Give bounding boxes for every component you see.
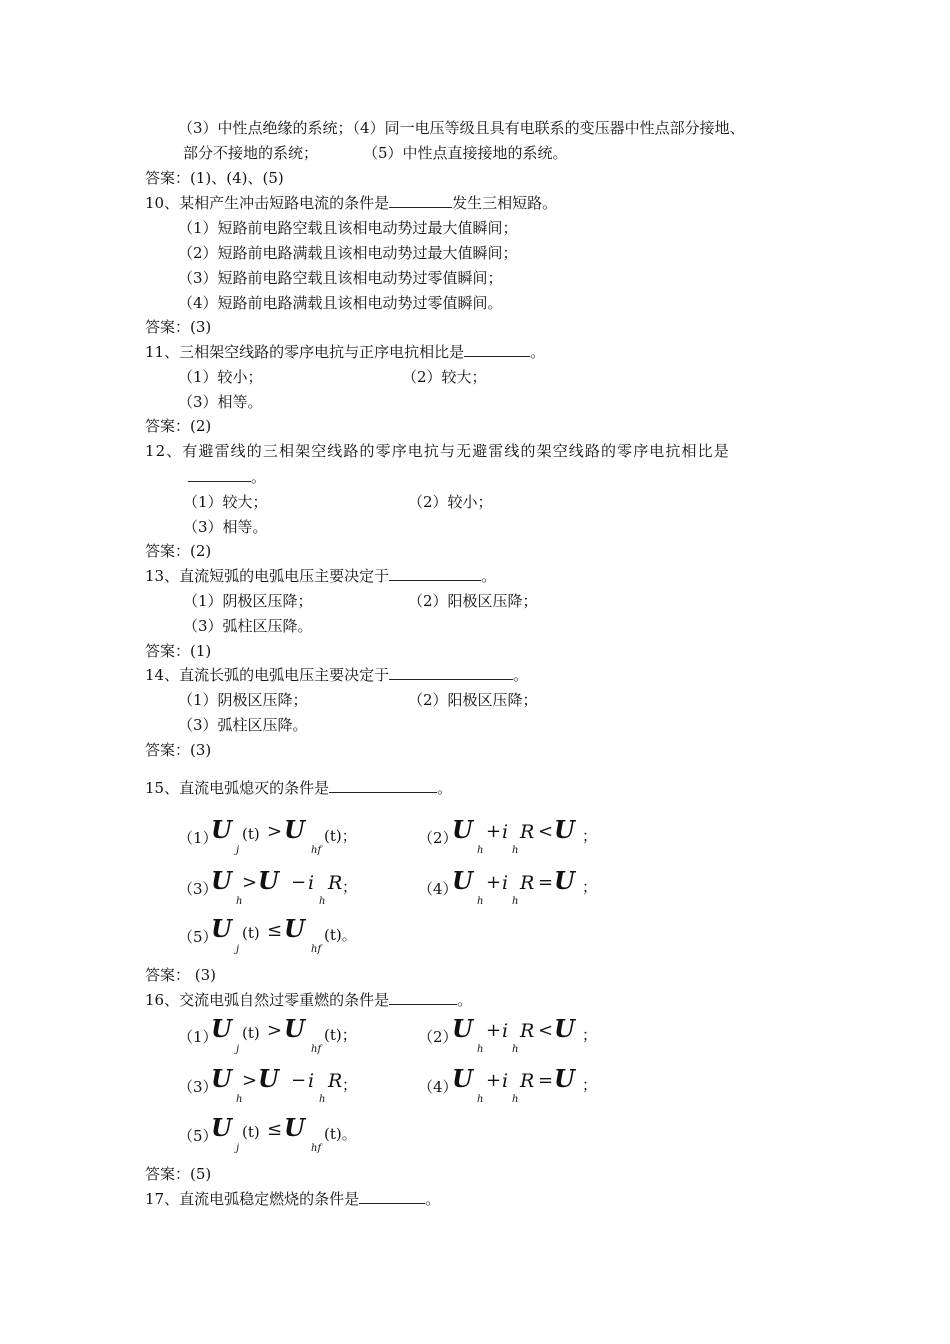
q16-formula-4 (418, 1064, 618, 1108)
formula-sub-h: h (512, 896, 519, 907)
formula-t: (t)； (324, 1026, 357, 1044)
q9-answer: 答案：(1)、(4)、(5) (145, 169, 284, 187)
formula-U: U (554, 815, 575, 844)
q17-stem (145, 1188, 440, 1210)
formula-i: i (502, 1070, 509, 1092)
q14-blank (389, 664, 513, 680)
formula-sub-hf: hf (311, 1044, 322, 1055)
formula-plus: + (486, 872, 502, 893)
q15-formula-5 (178, 914, 398, 958)
q10-option-3: （3）短路前电路空载且该相电动势过零值瞬间； (178, 269, 503, 287)
q10-stem-text: 10、某相产生冲击短路电流的条件是 (145, 194, 390, 212)
formula-semi: ； (582, 878, 598, 896)
formula-num: （2） (418, 829, 458, 847)
q14-answer: 答案：(3) (145, 741, 212, 759)
formula-U: U (452, 815, 473, 844)
formula-sub-h: h (512, 1094, 519, 1105)
q15-answer: 答案： (3) (145, 966, 217, 984)
formula-U: U (211, 1113, 232, 1142)
formula-U: U (452, 866, 473, 895)
q13-stem (145, 565, 496, 587)
formula-semi: ； (582, 1026, 598, 1044)
q17-stem-end: 。 (425, 1190, 441, 1208)
formula-i: i (502, 1020, 509, 1042)
formula-sub-h: h (319, 896, 326, 907)
formula-i: i (308, 1070, 315, 1092)
q12-blank (188, 466, 251, 482)
formula-sub-j: j (236, 944, 240, 955)
q14-stem (145, 664, 528, 686)
formula-sub-h: h (477, 896, 484, 907)
formula-num: （2） (418, 1028, 458, 1046)
formula-t: (t) (242, 825, 260, 843)
formula-sub-h: h (236, 896, 243, 907)
q12-option-3: （3）相等。 (183, 518, 268, 536)
q17-stem-text: 17、直流电弧稳定燃烧的条件是 (145, 1190, 360, 1208)
q10-option-1: （1）短路前电路空载且该相电动势过最大值瞬间； (178, 219, 518, 237)
q12-option-2: （2）较小； (408, 493, 493, 511)
formula-sub-hf: hf (311, 1143, 322, 1154)
formula-num: （5） (178, 928, 218, 946)
formula-U: U (258, 866, 279, 895)
q9-option-5: （5）中性点直接接地的系统。 (363, 144, 568, 162)
q12-answer: 答案：(2) (145, 542, 212, 560)
q16-blank (389, 989, 457, 1005)
formula-R: R (520, 872, 535, 894)
formula-U: U (452, 1014, 473, 1043)
q10-stem (145, 192, 557, 214)
q13-option-3: （3）弧柱区压降。 (183, 617, 313, 635)
q14-stem-text: 14、直流长弧的电弧电压主要决定于 (145, 666, 390, 684)
formula-sub-h: h (319, 1094, 326, 1105)
formula-i: i (502, 821, 509, 843)
q10-option-2: （2）短路前电路满载且该相电动势过最大值瞬间； (178, 244, 518, 262)
formula-num: （3） (178, 880, 218, 898)
formula-t: (t) (242, 924, 260, 942)
q15-blank (329, 777, 437, 793)
q16-answer: 答案：(5) (145, 1165, 212, 1183)
formula-R: R (328, 1070, 343, 1092)
formula-eq: = (538, 1070, 554, 1091)
formula-U: U (284, 1113, 305, 1142)
formula-sub-h: h (236, 1094, 243, 1105)
formula-minus: − (291, 872, 307, 893)
formula-U: U (554, 866, 575, 895)
formula-le: ≤ (267, 1119, 283, 1140)
q16-stem (145, 989, 472, 1011)
q9-options-3-4: （3）中性点绝缘的系统；（4）同一电压等级且具有电联系的变压器中性点部分接地、 (178, 119, 745, 137)
q10-option-4: （4）短路前电路满载且该相电动势过零值瞬间。 (178, 294, 503, 312)
q15-formula-1 (178, 815, 398, 859)
formula-t: (t) (242, 1123, 260, 1141)
q11-stem-end: 。 (530, 343, 546, 361)
formula-sub-h: h (512, 1044, 519, 1055)
formula-t: (t)； (324, 827, 357, 845)
formula-t: (t)。 (324, 926, 357, 944)
formula-plus: + (486, 1070, 502, 1091)
formula-sub-h: h (512, 845, 519, 856)
formula-U: U (284, 815, 305, 844)
formula-R: R (328, 872, 343, 894)
q11-option-3: （3）相等。 (178, 393, 263, 411)
formula-sub-hf: hf (311, 845, 322, 856)
formula-t: (t)。 (324, 1125, 357, 1143)
q13-stem-end: 。 (481, 567, 497, 585)
formula-U: U (554, 1064, 575, 1093)
q15-stem-text: 15、直流电弧熄灭的条件是 (145, 779, 330, 797)
q15-formula-3 (178, 866, 398, 910)
formula-num: （5） (178, 1127, 218, 1145)
q13-answer: 答案：(1) (145, 642, 212, 660)
formula-U: U (211, 914, 232, 943)
q14-option-3: （3）弧柱区压降。 (178, 716, 308, 734)
formula-lt: < (538, 1020, 554, 1041)
q14-option-1: （1）阴极区压降； (178, 691, 308, 709)
q11-stem-text: 11、三相架空线路的零序电抗与正序电抗相比是 (145, 343, 465, 361)
formula-sub-j: j (236, 1044, 240, 1055)
q14-stem-end: 。 (513, 666, 529, 684)
q17-blank (359, 1188, 425, 1204)
q16-formula-2 (418, 1014, 618, 1058)
q9-option-4-cont: 部分不接地的系统； (183, 144, 319, 162)
q16-formula-5 (178, 1113, 398, 1157)
formula-U: U (211, 866, 232, 895)
formula-U: U (284, 914, 305, 943)
formula-U: U (258, 1064, 279, 1093)
formula-plus: + (486, 821, 502, 842)
q10-blank (389, 192, 452, 208)
q15-stem-end: 。 (437, 779, 453, 797)
formula-i: i (502, 872, 509, 894)
q15-formula-4 (418, 866, 618, 910)
q11-blank (464, 341, 530, 357)
formula-gt: > (267, 821, 283, 842)
q16-stem-text: 16、交流电弧自然过零重燃的条件是 (145, 991, 390, 1009)
formula-U: U (211, 815, 232, 844)
q10-stem-end: 发生三相短路。 (452, 194, 558, 212)
formula-R: R (520, 1020, 535, 1042)
formula-semi: ； (582, 1076, 598, 1094)
formula-semi: ； (342, 1076, 358, 1094)
formula-semi: ； (342, 878, 358, 896)
formula-sub-j: j (236, 845, 240, 856)
formula-sub-hf: hf (311, 944, 322, 955)
q13-stem-text: 13、直流短弧的电弧电压主要决定于 (145, 567, 390, 585)
formula-num: （4） (418, 1078, 458, 1096)
q16-formula-3 (178, 1064, 398, 1108)
formula-U: U (211, 1064, 232, 1093)
formula-t: (t) (242, 1024, 260, 1042)
formula-num: （1） (178, 829, 218, 847)
q12-stem-cont (188, 466, 266, 488)
formula-semi: ； (582, 827, 598, 845)
formula-R: R (520, 821, 535, 843)
q16-formula-1 (178, 1014, 398, 1058)
formula-eq: = (538, 872, 554, 893)
formula-sub-h: h (477, 1044, 484, 1055)
formula-minus: − (291, 1070, 307, 1091)
formula-U: U (554, 1014, 575, 1043)
formula-R: R (520, 1070, 535, 1092)
q13-option-2: （2）阳极区压降； (408, 592, 538, 610)
formula-U: U (452, 1064, 473, 1093)
formula-sub-j: j (236, 1143, 240, 1154)
formula-gt: > (267, 1020, 283, 1041)
formula-lt: < (538, 821, 554, 842)
q14-option-2: （2）阳极区压降； (408, 691, 538, 709)
q12-stem: 12、有避雷线的三相架空线路的零序电抗与无避雷线的架空线路的零序电抗相比是 (145, 442, 730, 460)
q13-blank (389, 565, 481, 581)
q11-option-2: （2）较大； (402, 368, 487, 386)
formula-sub-h: h (477, 845, 484, 856)
q13-option-1: （1）阴极区压降； (183, 592, 313, 610)
formula-num: （1） (178, 1028, 218, 1046)
q11-stem (145, 341, 545, 363)
formula-i: i (308, 872, 315, 894)
formula-gt: > (242, 872, 258, 893)
q11-option-1: （1）较小； (178, 368, 263, 386)
formula-num: （4） (418, 880, 458, 898)
formula-U: U (211, 1014, 232, 1043)
formula-num: （3） (178, 1078, 218, 1096)
formula-U: U (284, 1014, 305, 1043)
q12-stem-end: 。 (251, 468, 267, 486)
formula-le: ≤ (267, 920, 283, 941)
q16-stem-end: 。 (457, 991, 473, 1009)
q10-answer: 答案：(3) (145, 318, 212, 336)
q11-answer: 答案：(2) (145, 417, 212, 435)
q15-formula-2 (418, 815, 618, 859)
q12-option-1: （1）较大； (183, 493, 268, 511)
q15-stem (145, 777, 452, 799)
formula-plus: + (486, 1020, 502, 1041)
formula-gt: > (242, 1070, 258, 1091)
formula-sub-h: h (477, 1094, 484, 1105)
